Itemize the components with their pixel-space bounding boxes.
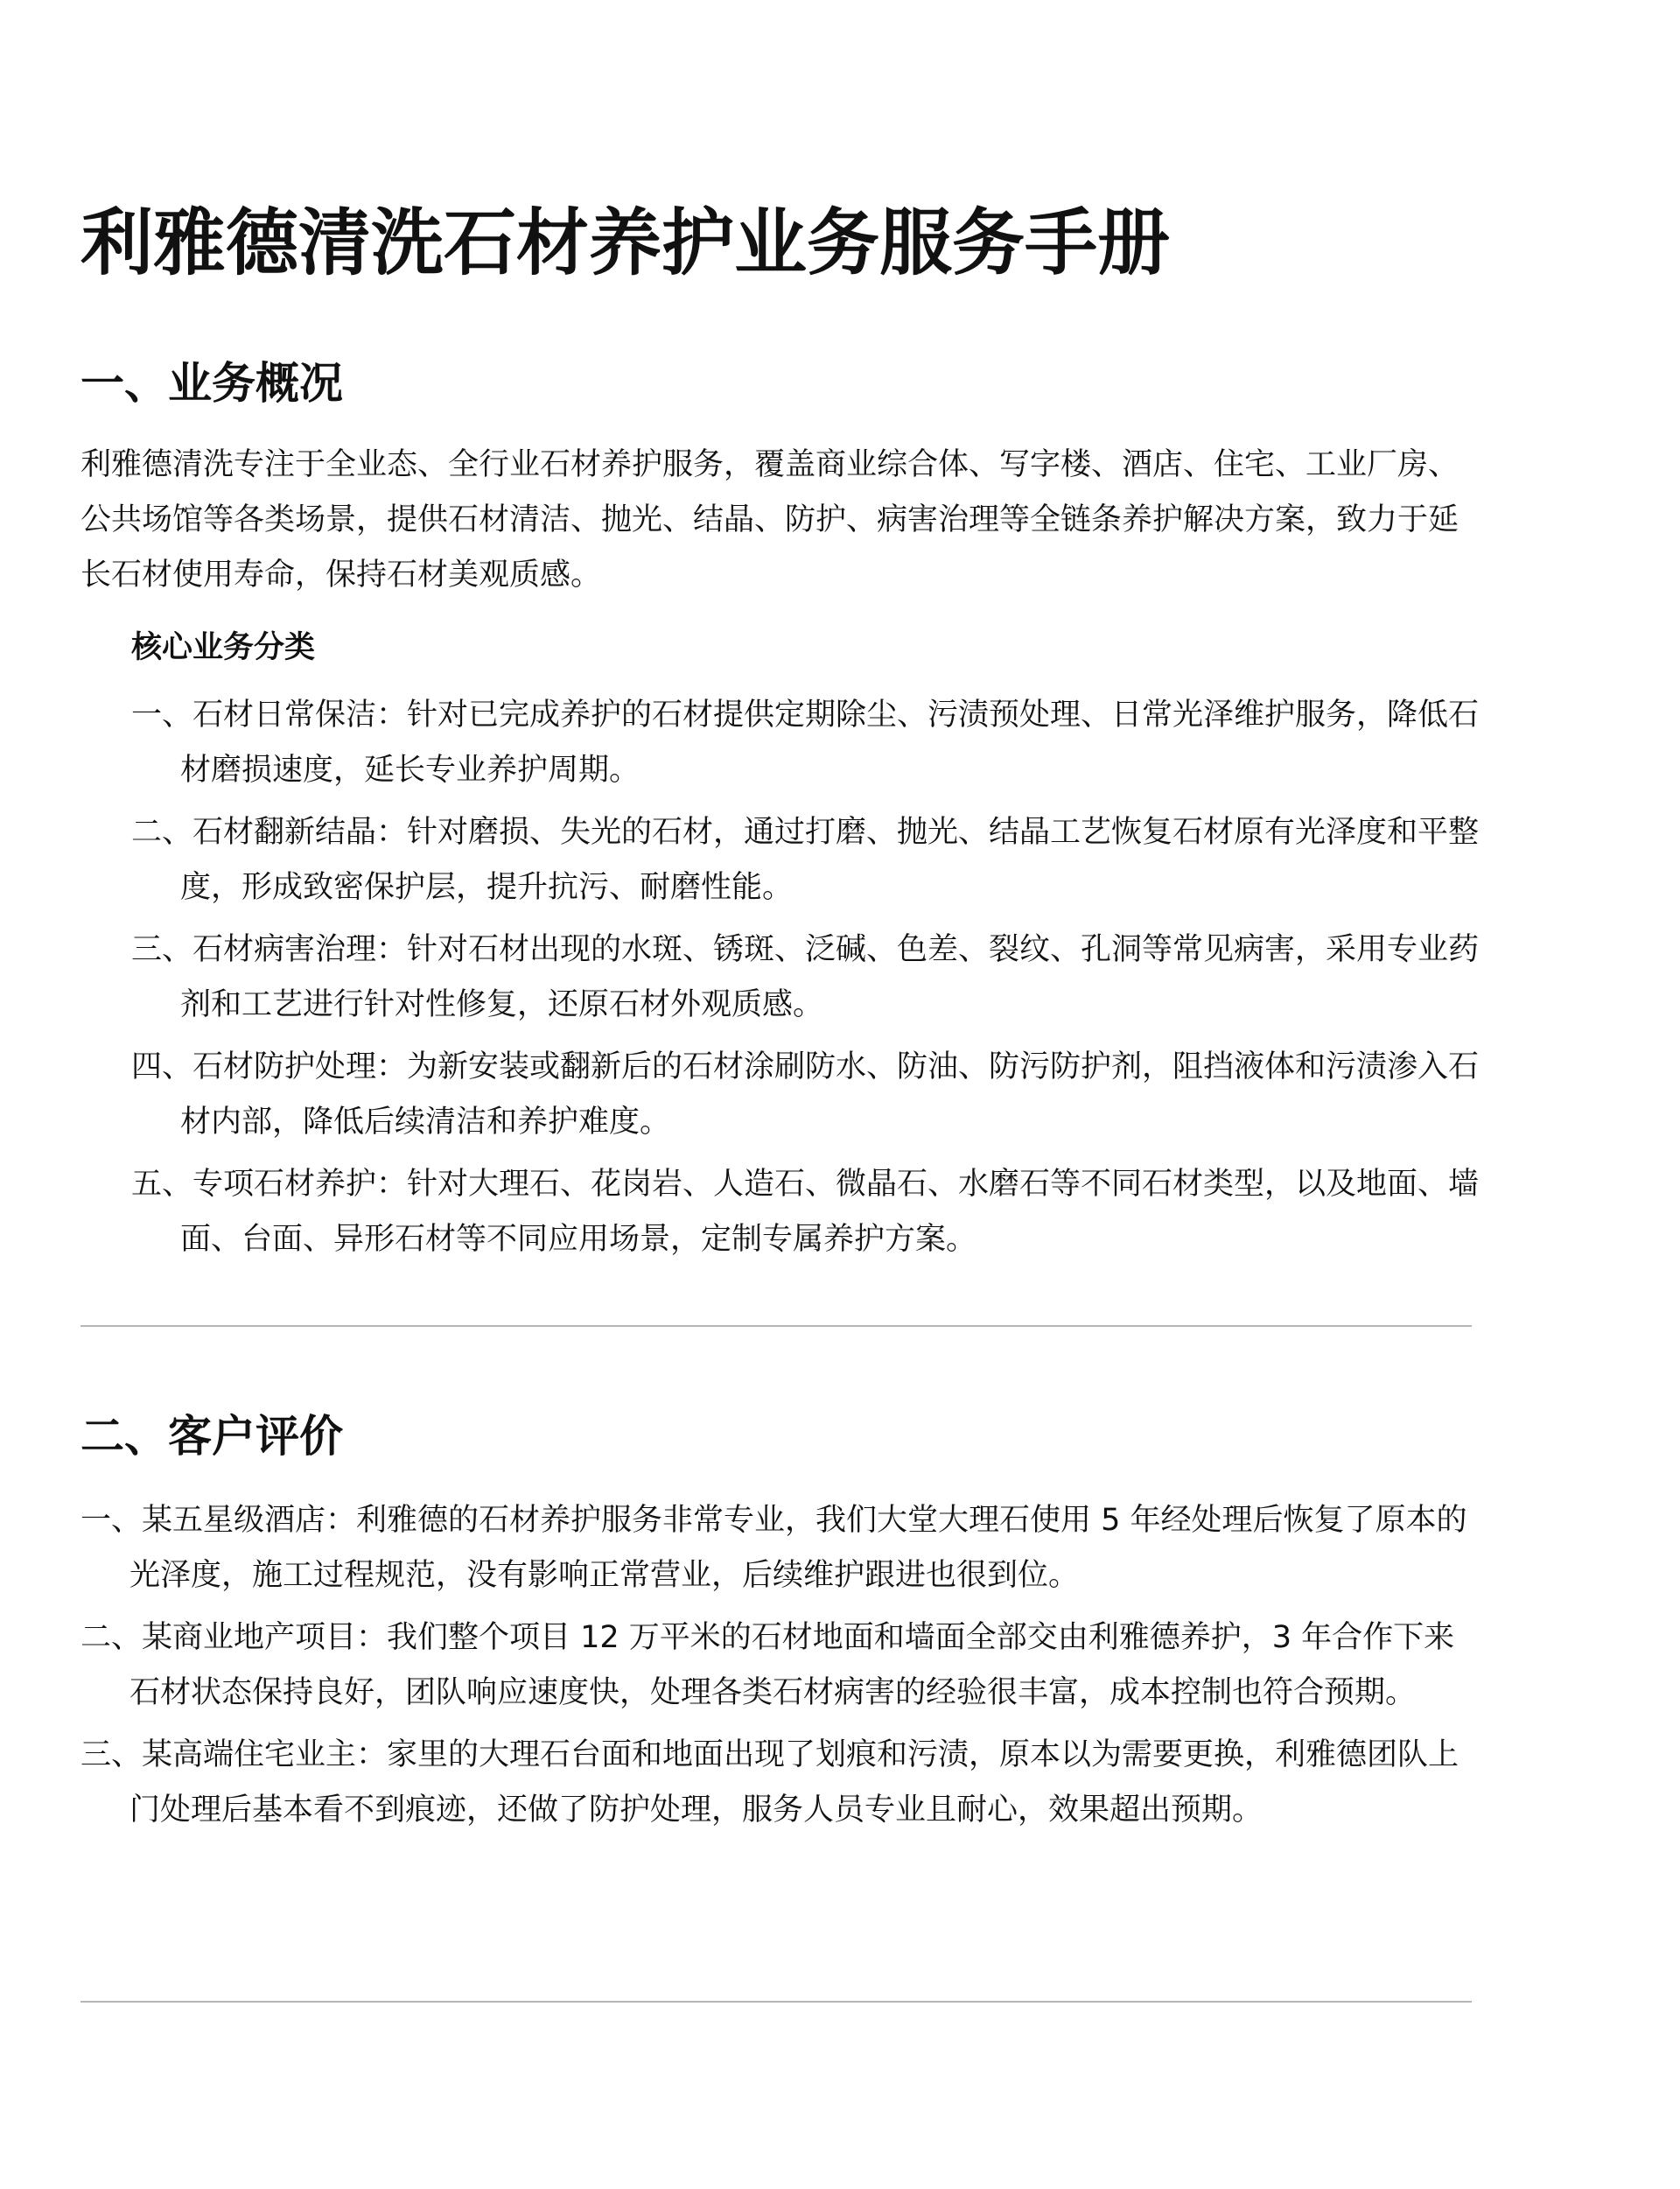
business-item: 四、石材防护处理：为新安装或翻新后的石材涂刷防水、防油、防污防护剂，阻挡液体和污渍渗入石材内部，降低后续清洁和养护难度。 (131, 1049, 1480, 1140)
section-divider (80, 2001, 1472, 2003)
business-item: 五、专项石材养护：针对大理石、花岗岩、人造石、微晶石、水磨石等不同石材类型，以及地面、墙面、台面、异形石材等不同应用场景，定制专属养护方案。 (131, 1167, 1480, 1257)
business-item: 二、石材翻新结晶：针对磨损、失光的石材，通过打磨、抛光、结晶工艺恢复石材原有光泽度和平整度，形成致密保护层，提升抗污、耐磨性能。 (131, 815, 1480, 905)
customer-review-list (80, 1493, 1480, 1845)
section-heading-customer-reviews: 二、客户评价 (80, 1411, 343, 1462)
business-overview-paragraph: 利雅德清洗专注于全业态、全行业石材养护服务，覆盖商业综合体、写字楼、酒店、住宅、工业厂房、公共场馆等各类场景，提供石材清洁、抛光、结晶、防护、病害治理等全链条养护解决方案，致力于延长石材使用寿命，保持石材美观质感。 (80, 447, 1460, 593)
document-title: 利雅德清洗石材养护业务服务手册 (80, 200, 1170, 285)
business-item: 一、石材日常保洁：针对已完成养护的石材提供定期除尘、污渍预处理、日常光泽维护服务，降低石材磨损速度，延长专业养护周期。 (131, 698, 1480, 788)
core-business-list (131, 688, 1479, 1274)
customer-review-item: 一、某五星级酒店：利雅德的石材养护服务非常专业，我们大堂大理石使用 5 年经处理后恢复了原本的光泽度，施工过程规范，没有影响正常营业，后续维护跟进也很到位。 (80, 1503, 1467, 1593)
customer-review-item: 二、某商业地产项目：我们整个项目 12 万平米的石材地面和墙面全部交由利雅德养护，3 年合作下来石材状态保持良好，团队响应速度快，处理各类石材病害的经验很丰富，成本控制也符合预期。 (80, 1620, 1455, 1710)
customer-review-item: 三、某高端住宅业主：家里的大理石台面和地面出现了划痕和污渍，原本以为需要更换，利雅德团队上门处理后基本看不到痕迹，还做了防护处理，服务人员专业且耐心，效果超出预期。 (80, 1737, 1460, 1828)
core-business-subheading: 核心业务分类 (131, 630, 316, 665)
business-item: 三、石材病害治理：针对石材出现的水斑、锈斑、泛碱、色差、裂纹、孔洞等常见病害，采用专业药剂和工艺进行针对性修复，还原石材外观质感。 (131, 932, 1480, 1022)
section-divider (80, 1325, 1472, 1327)
section-heading-business-overview: 一、业务概况 (80, 358, 343, 409)
